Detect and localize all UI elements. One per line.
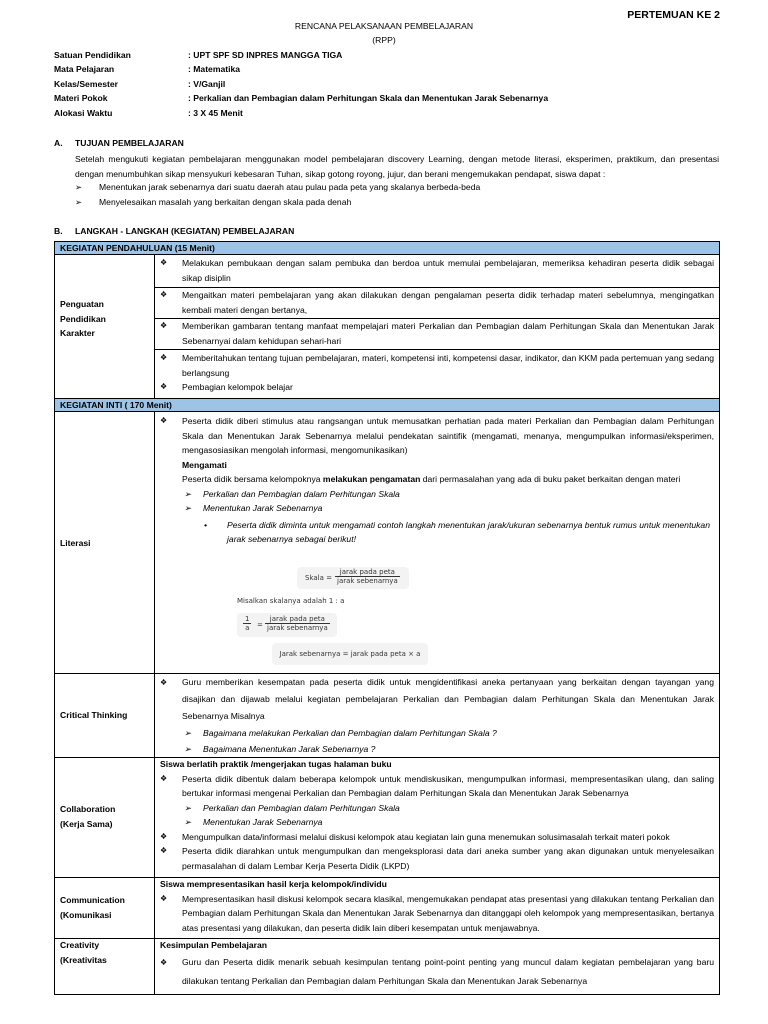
observe-text (160, 472, 714, 487)
item-text: Memberikan gambaran tentang manfaat mempelajari materi Perkalian dan Pembagian dalam Perhitungan Skala dan Menentukan Jarak Sebenarnyai dalam kehidupan sehari-hari (182, 321, 714, 346)
document-subtitle: (RPP) (372, 35, 396, 45)
section-b-letter: B. (54, 226, 63, 236)
diamond-bullet-icon: ❖ (160, 382, 168, 391)
document-title: RENCANA PELAKSANAAN PEMBELAJARAN (294, 21, 474, 31)
row-divider (154, 349, 720, 350)
diamond-bullet-icon: ❖ (160, 893, 168, 903)
label-line: (Kerja Sama) (60, 818, 113, 829)
diamond-bullet-icon: ❖ (160, 957, 168, 967)
arrow-bullet-icon: ➢ (75, 182, 83, 192)
arrow-bullet-icon: ➢ (184, 728, 192, 738)
sub-item: Menentukan Jarak Sebenarnya (203, 817, 323, 827)
collab-label (60, 802, 115, 831)
diamond-bullet-icon: ❖ (160, 290, 168, 299)
identity-value: : V/Ganjil (188, 79, 226, 89)
sub-item: Perkalian dan Pembagian dalam Perhitungan Skala (203, 488, 400, 499)
question-text: Bagaimana Menentukan Jarak Sebenarnya ? (203, 744, 376, 754)
goal-text: Menentukan jarak sebenarnya dari suatu daerah atau pulau pada peta yang skalanya berbeda-beda (99, 182, 481, 192)
arrow-bullet-icon: ➢ (184, 503, 192, 513)
communication-cell (160, 877, 714, 935)
item-text: Guru dan Peserta didik menarik sebuah kesimpulan tentang point-point penting yang muncul dalam kegiatan pembelajaran yang baru dilakukan tentang Perkalian dan Pembagian dalam Perhitungan Skala dan Menentukan Jarak Sebenarnya (182, 956, 714, 986)
identity-value: : 3 X 45 Menit (188, 108, 243, 118)
label-line: Penguatan (60, 299, 104, 309)
diamond-bullet-icon: ❖ (160, 321, 168, 330)
item-text: Mengaitkan materi pembelajaran yang akan dilakukan dengan pengalaman peserta didik terhadap materi sebelumnya, mengingatkan kembali materi dengan bertanya, (182, 290, 714, 315)
question-text: Bagaimana melakukan Perkalian dan Pembagian dalam Perhitungan Skala ? (203, 728, 497, 738)
communication-heading: Siswa mempresentasikan hasil kerja kelompok/individu (160, 879, 387, 889)
dot-text: Peserta didik diminta untuk mengamati contoh langkah menentukan jarak/ukuran sebenarnya bentuk rumus untuk menentukan jarak sebenarnya sebagai berikut! (227, 519, 710, 544)
identity-value: : Matematika (188, 64, 241, 74)
pendahuluan-item (160, 319, 714, 348)
numerator: jarak pada peta (335, 568, 400, 577)
label-line: Creativity (60, 940, 100, 950)
formula-fraction-right (265, 615, 330, 632)
collab-cell (160, 757, 714, 873)
identity-value: : Perkalian dan Pembagian dalam Perhitungan Skala dan Menentukan Jarak Sebenarnya (188, 93, 549, 103)
section-a-intro: Setelah mengukuti kegiatan pembelajaran menggunakan model pembelajaran discovery Learning, dengan metode literasi, eksperimen, praktikum, dan presentasi dengan menumbuhkan sikap mensyukuri kebesaran Tuhan, sikap gotong royong, jujur, dan berani mengemukakan pendapat, siswa dapat : (75, 154, 719, 179)
diamond-bullet-icon: ❖ (160, 678, 168, 687)
formula-skala (297, 567, 409, 589)
item-text: Peserta didik diarahkan untuk mengumpulkan dan mengeksplorasi data dari aneka sumber yang akan digunakan untuk menyelesaikan permasalahan di dalam Lembar Kerja Peserta Didik (LKPD) (182, 846, 714, 871)
item-text: Mengumpulkan data/informasi melalui diskusi kelompok atau kegiatan lain guna menemukan solusimasalah terkait materi pokok (182, 831, 670, 842)
observe-bold: melakukan pengamatan (322, 474, 421, 484)
creativity-heading: Kesimpulan Pembelajaran (160, 940, 267, 950)
formula-fraction (335, 568, 400, 585)
item-text: Melakukan pembukaan dengan salam pembuka dan berdoa untuk memulai pembelajaran, memeriksa kehadiran peserta didik sebagai sikap disiplin (182, 258, 714, 283)
diamond-bullet-icon: ❖ (160, 416, 168, 425)
formula-fraction-left (243, 615, 251, 632)
arrow-bullet-icon: ➢ (184, 488, 192, 499)
equals-sign: = (257, 621, 263, 629)
label-line: Collaboration (60, 804, 116, 814)
identity-key: Materi Pokok (54, 93, 108, 103)
observe-post: dari permasalahan yang ada di buku paket berkaitan dengan materi (420, 474, 681, 484)
label-line: (Kreativitas (60, 954, 107, 965)
column-divider (154, 255, 155, 398)
denominator: jarak sebenarnya (267, 624, 328, 632)
pendahuluan-item (160, 288, 714, 317)
item-text: Peserta didik diberi stimulus atau rangsangan untuk memusatkan perhatian pada materi Perkalian dan Pembagian dalam Perhitungan Skala dan Menentukan Jarak Sebenarnya melalui pendekatan saintifik (mengamati, menanya, mengumpulkan informasi/eksperimen, mengasosiasikan mengolah informasi, mengomunikasikan) (182, 416, 714, 455)
section-b-title: LANGKAH - LANGKAH (KEGIATAN) PEMBELAJARAN (75, 226, 295, 236)
pendahuluan-bar: KEGIATAN PENDAHULUAN (15 Menit) (54, 241, 720, 255)
critical-label: Critical Thinking (60, 710, 128, 720)
item-text: Mempresentasikan hasil diskusi kelompok secara klasikal, mengemukakan pendapat atas presentasi yang dilakukan tentang Perkalian dan Pembagian dalam Perhitungan Skala dan Menentukan Jarak Sebenarnya dan ditanggapi oleh kelompok yang mempresentasikan, bertanya atas presentasi yang dilakukan, dan peserta didik lain diberi kesempatan untuk menjawabnya. (182, 893, 714, 933)
identity-key: Alokasi Waktu (54, 108, 113, 118)
pendahuluan-label (60, 297, 106, 341)
identity-key: Satuan Pendidikan (54, 50, 131, 60)
identity-key: Mata Pelajaran (54, 64, 115, 74)
denominator: a (245, 624, 250, 632)
label-line: (Komunikasi (60, 909, 112, 920)
column-divider (154, 412, 155, 995)
inti-bar: KEGIATAN INTI ( 170 Menit) (54, 398, 720, 412)
item-text: Memberitahukan tentang tujuan pembelajaran, materi, kompetensi inti, kompetensi dasar, indikator, dan KKM pada pertemuan yang sedang berlangsung (182, 353, 714, 378)
pendahuluan-item (160, 256, 714, 285)
section-a-letter: A. (54, 138, 63, 148)
diamond-bullet-icon: ❖ (160, 773, 168, 783)
arrow-bullet-icon: ➢ (75, 197, 83, 207)
pendahuluan-item (160, 351, 714, 395)
literasi-label: Literasi (60, 538, 91, 548)
collab-heading: Siswa berlatih praktik /mengerjakan tugas halaman buku (160, 759, 392, 769)
critical-cell (160, 674, 714, 757)
numerator: jarak pada peta (265, 615, 330, 624)
dot-bullet-icon: • (204, 519, 208, 530)
numerator: 1 (245, 615, 250, 623)
creativity-label (60, 938, 107, 967)
diamond-bullet-icon: ❖ (160, 846, 168, 855)
goal-text: Menyelesaikan masalah yang berkaitan dengan skala pada denah (99, 197, 352, 207)
item-text: Guru memberikan kesempatan pada peserta didik untuk mengidentifikasi aneka pertanyaan yang berkaitan dengan tayangan yang disajikan dan dijawab melalui kegiatan pembelajaran Perkalian dan Pembagian dalam Perhitungan Skala dan Menentukan Jarak Sebenarnya Misalnya (182, 677, 714, 721)
diamond-bullet-icon: ❖ (160, 258, 168, 267)
label-line: Communication (60, 895, 125, 905)
mengamati-heading: Mengamati (182, 459, 227, 470)
communication-label (60, 893, 125, 922)
misal-text: Misalkan skalanya adalah 1 : a (237, 597, 345, 605)
arrow-bullet-icon: ➢ (184, 802, 192, 813)
diamond-bullet-icon: ❖ (160, 831, 168, 841)
identity-key: Kelas/Semester (54, 79, 119, 89)
label-line: Pendidikan (60, 313, 106, 324)
item-text: Pembagian kelompok belajar (182, 382, 293, 392)
arrow-bullet-icon: ➢ (184, 817, 192, 827)
identity-value: : UPT SPF SD INPRES MANGGA TIGA (188, 50, 343, 60)
item-text: Peserta didik dibentuk dalam beberapa kelompok untuk mendiskusikan, mengumpulkan informasi, mempresentasikan ulang, dan saling bertukar informasi mengenai Perkalian dan Pembagian dalam Perhitungan Skala dan Menentukan Jarak Sebenarnya (182, 773, 714, 798)
formula-lhs: Skala = (305, 574, 332, 582)
observe-pre: Peserta didik bersama kelompoknya (182, 474, 323, 484)
diamond-bullet-icon: ❖ (160, 353, 168, 362)
section-a-title: TUJUAN PEMBELAJARAN (75, 138, 184, 148)
label-line: Karakter (60, 328, 95, 338)
meeting-number: PERTEMUAN KE 2 (627, 9, 720, 21)
denominator: jarak sebenarnya (337, 577, 398, 585)
creativity-cell (160, 938, 714, 991)
formula-jarak: Jarak sebenarnya = jarak pada peta × a (272, 643, 428, 665)
sub-item: Perkalian dan Pembagian dalam Perhitungan Skala (203, 802, 400, 813)
literasi-cell (160, 414, 714, 547)
arrow-bullet-icon: ➢ (184, 744, 192, 754)
formula-ratio (237, 613, 337, 637)
sub-item: Menentukan Jarak Sebenarnya (203, 503, 323, 513)
